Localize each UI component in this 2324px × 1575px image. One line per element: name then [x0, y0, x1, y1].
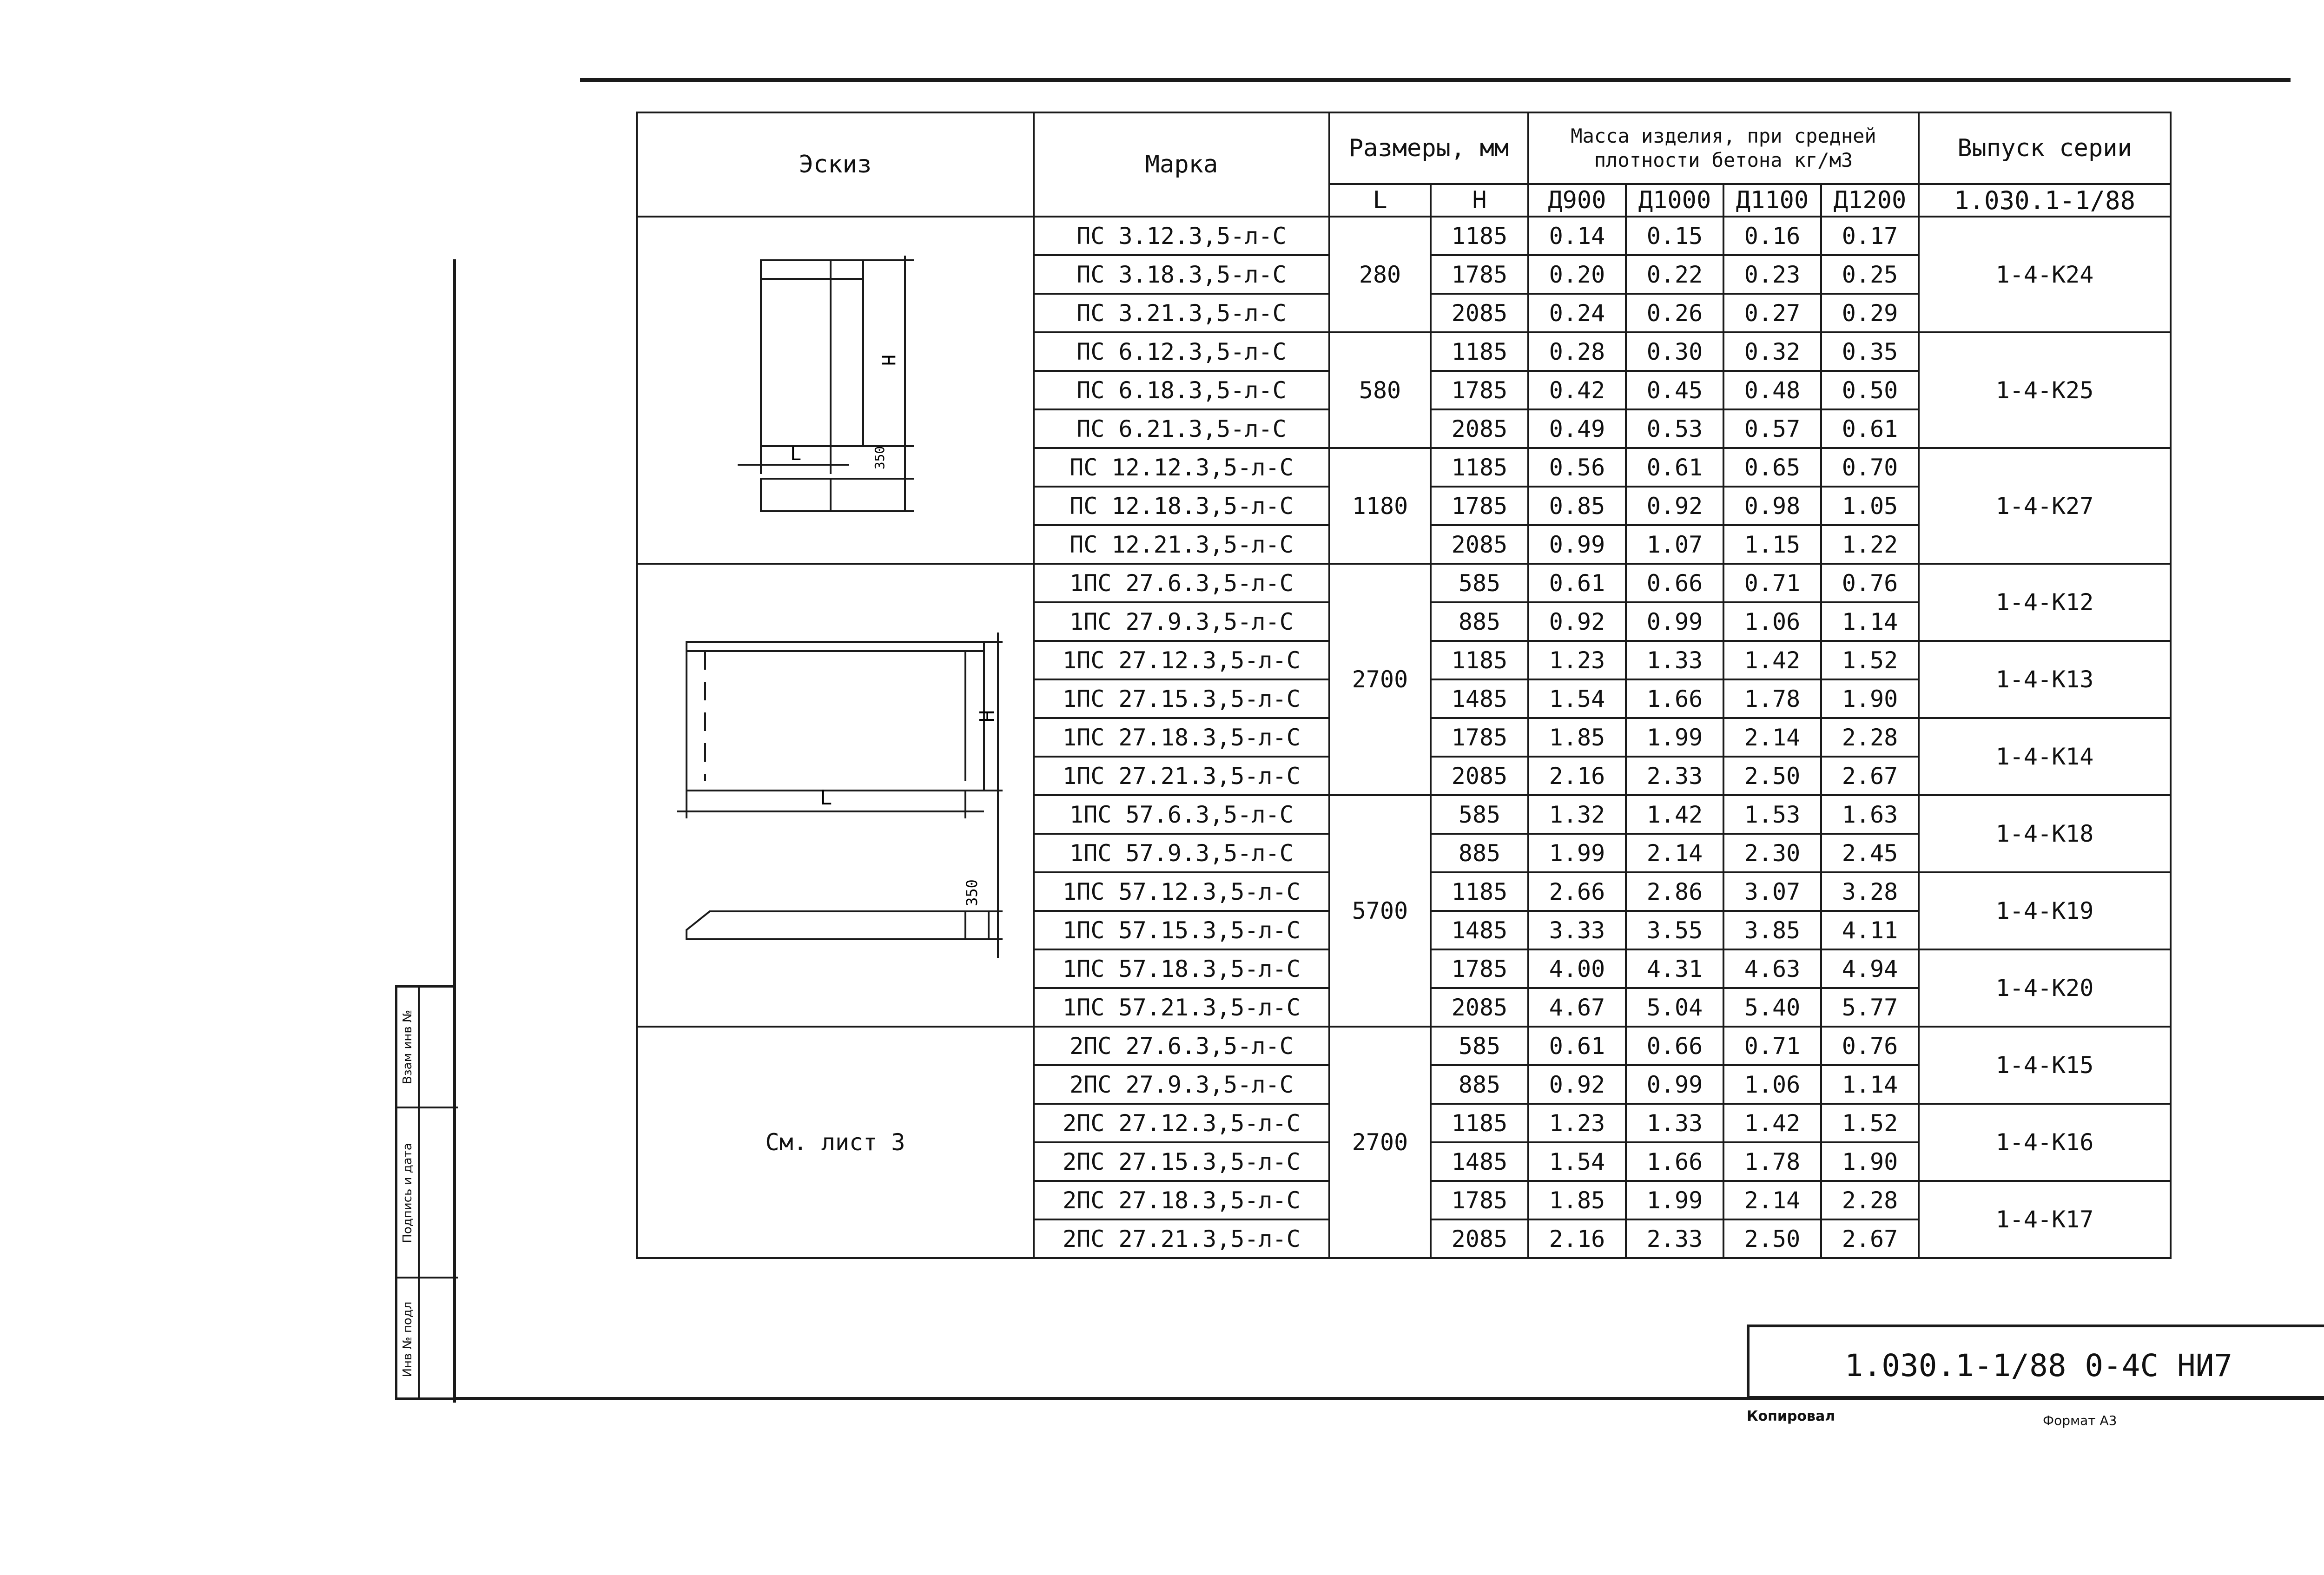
table-row: 2ПС 27.21.3,5-л-С 2085 2.16 2.33 2.50 2.67 — [637, 1219, 2171, 1258]
table-row: 1ПС 27.12.3,5-л-С 1185 1.23 1.33 1.42 1.52 1-4-К13 — [637, 641, 2171, 679]
header-dimensions: Размеры, мм — [1329, 112, 1528, 184]
stamp-inv-original: Инв № подл — [401, 1301, 415, 1377]
table-row: ПС 6.21.3,5-л-С 2085 0.49 0.53 0.57 0.61 — [637, 409, 2171, 448]
table-row: 2ПС 27.12.3,5-л-С 1185 1.23 1.33 1.42 1.52 1-4-К16 — [637, 1104, 2171, 1142]
header-release: Выпуск серии — [1919, 112, 2171, 184]
table-row: 2ПС 27.9.3,5-л-С 885 0.92 0.99 1.06 1.14 — [637, 1065, 2171, 1104]
table-row: 2ПС 27.18.3,5-л-С 1785 1.85 1.99 2.14 2.28 1-4-К17 — [637, 1181, 2171, 1219]
table-row: 1ПС 57.18.3,5-л-С 1785 4.00 4.31 4.63 4.94 1-4-К20 — [637, 949, 2171, 988]
sketch-small-panel — [637, 217, 1034, 564]
length-1180: 1180 — [1329, 448, 1431, 564]
table-row: ПС 12.21.3,5-л-С 2085 0.99 1.07 1.15 1.22 — [637, 525, 2171, 564]
header-d1100: Д1100 — [1723, 184, 1821, 217]
table-row: H L 350 1ПС 27.6.3,5-л-С 2700 585 0.61 0.66 0.71 0.76 1-4-К12 — [637, 564, 2171, 602]
sketch1-350-label: 350 — [872, 446, 887, 469]
table-row: ПС 6.18.3,5-л-С 1785 0.42 0.45 0.48 0.50 — [637, 371, 2171, 409]
sketch1-L-label: L — [790, 443, 802, 465]
mass-table — [636, 112, 2172, 1259]
table-row: 1ПС 27.9.3,5-л-С 885 0.92 0.99 1.06 1.14 — [637, 602, 2171, 641]
sketch1-H-label: H — [877, 354, 898, 366]
header-mark: Марка — [1034, 112, 1329, 217]
sketch-large-panel — [637, 564, 1034, 1027]
header-d1000: Д1000 — [1626, 184, 1723, 217]
table-row: 1ПС 27.21.3,5-л-С 2085 2.16 2.33 2.50 2.67 — [637, 757, 2171, 795]
table-row: 1ПС 27.18.3,5-л-С 1785 1.85 1.99 2.14 2.28 1-4-К14 — [637, 718, 2171, 757]
copied-by-label: Копировал — [1747, 1408, 1835, 1424]
table-row: См. лист 3 2ПС 27.6.3,5-л-С 2700 585 0.61 0.66 0.71 0.76 1-4-К15 — [637, 1027, 2171, 1065]
table-row: 1ПС 57.15.3,5-л-С 1485 3.33 3.55 3.85 4.11 — [637, 911, 2171, 949]
side-stamp — [395, 985, 456, 1400]
top-rule — [580, 78, 2291, 82]
sketch2-350-label: 350 — [963, 879, 981, 906]
header-H: H — [1431, 184, 1528, 217]
header-L: L — [1329, 184, 1431, 217]
length-5700: 5700 — [1329, 795, 1431, 1027]
table-row: 2ПС 27.15.3,5-л-С 1485 1.54 1.66 1.78 1.90 — [637, 1142, 2171, 1181]
title-block — [1747, 1325, 2324, 1399]
length-580: 580 — [1329, 332, 1431, 448]
header-d1200: Д1200 — [1821, 184, 1919, 217]
length-2700-a: 2700 — [1329, 564, 1431, 795]
sketch2-H-label: H — [974, 710, 998, 723]
header-d900: Д900 — [1528, 184, 1626, 217]
sketch2-L-label: L — [819, 786, 832, 810]
table-row: ПС 12.12.3,5-л-С 1180 1185 0.56 0.61 0.65 0.70 1-4-К27 — [637, 448, 2171, 487]
length-2700-b: 2700 — [1329, 1027, 1431, 1258]
format-label: Формат А3 — [2043, 1413, 2117, 1428]
stamp-inv-replace: Взам инв № — [401, 1010, 415, 1084]
table-row: 1ПС 57.12.3,5-л-С 1185 2.66 2.86 3.07 3.28 1-4-К19 — [637, 872, 2171, 911]
table-row: ПС 3.18.3,5-л-С 1785 0.20 0.22 0.23 0.25 — [637, 255, 2171, 294]
table-row: 1ПС 57.9.3,5-л-С 885 1.99 2.14 2.30 2.45 — [637, 834, 2171, 872]
document-code: 1.030.1-1/88 0-4С НИ7 — [1844, 1348, 2233, 1384]
header-release-code: 1.030.1-1/88 — [1919, 184, 2171, 217]
length-280: 280 — [1329, 217, 1431, 332]
table-row: H L 350 ПС 3.12.3,5-л-С 280 1185 0.14 0.15 0.16 0.17 1-4-К24 — [637, 217, 2171, 255]
see-sheet-3: См. лист 3 — [637, 1027, 1034, 1258]
stamp-sign-date: Подпись и дата — [401, 1143, 415, 1243]
table-row: 1ПС 27.15.3,5-л-С 1485 1.54 1.66 1.78 1.90 — [637, 679, 2171, 718]
table-row: 1ПС 57.21.3,5-л-С 2085 4.67 5.04 5.40 5.77 — [637, 988, 2171, 1027]
table-row: ПС 3.21.3,5-л-С 2085 0.24 0.26 0.27 0.29 — [637, 294, 2171, 332]
table-row: 1ПС 57.6.3,5-л-С 5700 585 1.32 1.42 1.53 1.63 1-4-К18 — [637, 795, 2171, 834]
table-row: ПС 12.18.3,5-л-С 1785 0.85 0.92 0.98 1.05 — [637, 487, 2171, 525]
header-sketch: Эскиз — [637, 112, 1034, 217]
header-mass: Масса изделия, при средней плотности бетона кг/м3 — [1528, 112, 1919, 184]
table-row: ПС 6.12.3,5-л-С 580 1185 0.28 0.30 0.32 0.35 1-4-К25 — [637, 332, 2171, 371]
